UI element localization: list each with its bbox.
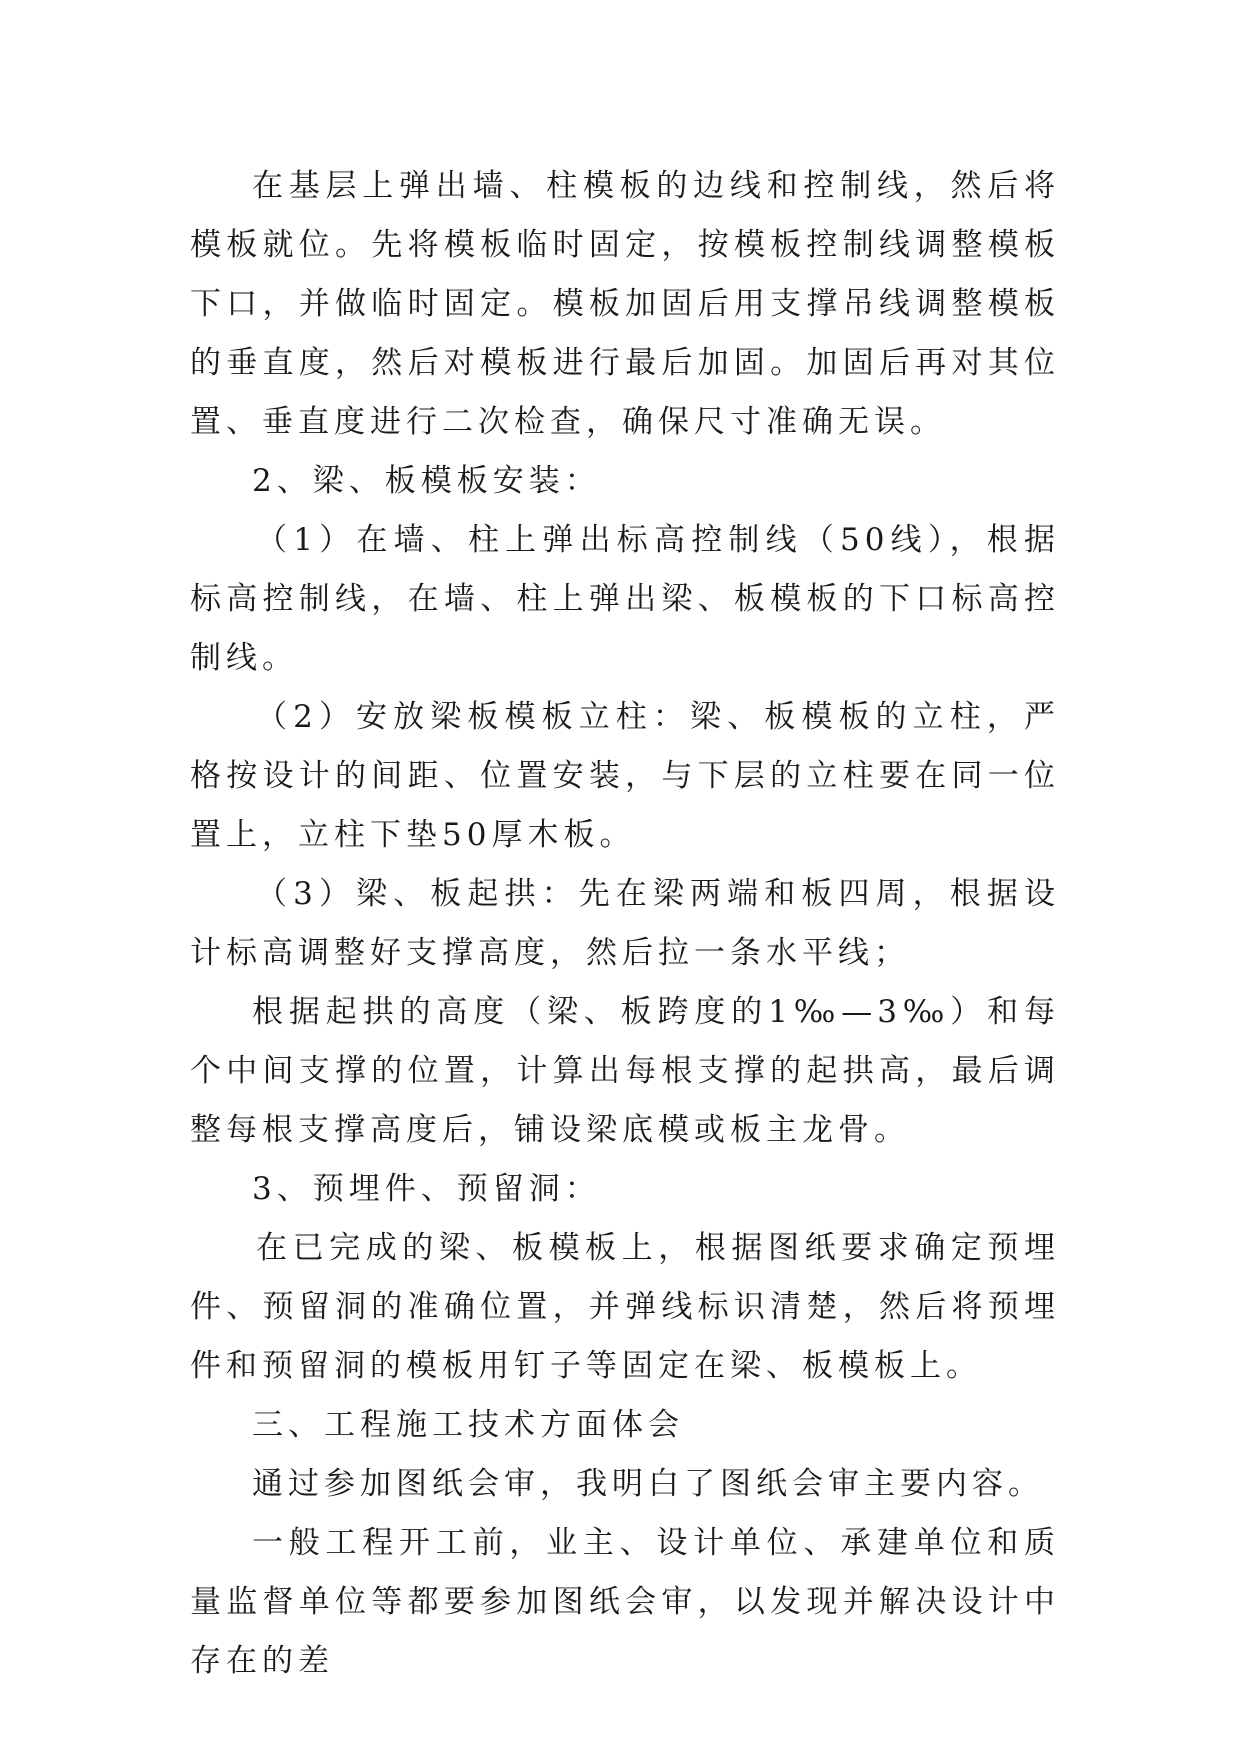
- heading-embedded-parts: 3、预埋件、预留洞：: [252, 1171, 601, 1207]
- paragraph-drawing-review-participants: 一般工程开工前，业主、设计单位、承建单位和质量监督单位等都要参加图纸会审，以发现并解决设计中存在的差: [190, 1525, 1060, 1679]
- paragraph-step-2-shoring-posts: （2）安放梁板模板立柱：梁、板模板的立柱，严格按设计的间距、位置安装，与下层的立柱要在同一位置上，立柱下垫50厚木板。: [190, 699, 1060, 853]
- paragraph-step-1-elevation-lines: （1）在墙、柱上弹出标高控制线（50线），根据标高控制线，在墙、柱上弹出梁、板模板的下口标高控制线。: [190, 522, 1060, 676]
- heading-beam-slab-installation: 2、梁、板模板安装：: [252, 463, 601, 499]
- heading-section-three: 三、工程施工技术方面体会: [252, 1407, 684, 1443]
- paragraph-formwork-positioning: 在基层上弹出墙、柱模板的边线和控制线，然后将模板就位。先将模板临时固定，按模板控制线调整模板下口，并做临时固定。模板加固后用支撑吊线调整模板的垂直度，然后对模板进行最后加固。加固后再对其位置、垂直度进行二次检查，确保尺寸准确无误。: [190, 168, 1060, 440]
- paragraph-camber-height: 根据起拱的高度（梁、板跨度的1‰—3‰）和每个中间支撑的位置，计算出每根支撑的起拱高，最后调整每根支撑高度后，铺设梁底模或板主龙骨。: [190, 994, 1060, 1148]
- paragraph-drawing-review: 通过参加图纸会审，我明白了图纸会审主要内容。: [252, 1466, 1044, 1502]
- paragraph-embedded-parts: 在已完成的梁、板模板上，根据图纸要求确定预埋件、预留洞的准确位置，并弹线标识清楚，然后将预埋件和预留洞的模板用钉子等固定在梁、板模板上。: [190, 1230, 1060, 1384]
- paragraph-step-3-cambering: （3）梁、板起拱：先在梁两端和板四周，根据设计标高调整好支撑高度，然后拉一条水平线；: [190, 876, 1060, 971]
- document-body: [190, 157, 1060, 1691]
